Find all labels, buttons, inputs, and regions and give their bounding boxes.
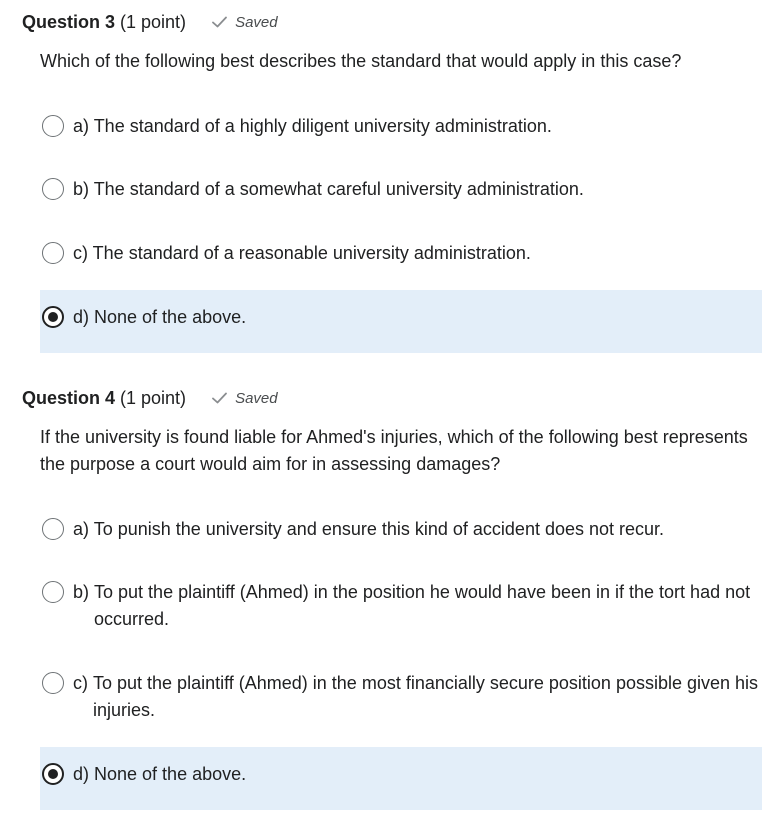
radio-button[interactable] [42, 115, 64, 137]
option-letter: b) [73, 179, 94, 199]
question-header [22, 385, 278, 411]
radio-dot [48, 769, 58, 779]
option-letter: d) [73, 764, 95, 784]
option-letter: a) [73, 519, 94, 539]
question-title: Question 4 [22, 387, 116, 408]
radio-button[interactable] [42, 242, 64, 264]
option-b[interactable] [40, 579, 762, 633]
option-a[interactable] [40, 516, 762, 543]
question-text: If the university is found liable for Ahmed's injuries, which of the following best represents the purpose a court would aim for in assessing damages? [40, 427, 748, 474]
radio-button[interactable] [42, 581, 64, 603]
radio-button[interactable] [42, 672, 64, 694]
option-b[interactable] [40, 176, 762, 203]
option-text: The standard of a somewhat careful university administration. [93, 179, 584, 199]
option-text: The standard of a highly diligent university administration. [93, 116, 552, 136]
question-points: (1 point) [120, 387, 187, 408]
option-c[interactable] [40, 240, 762, 267]
option-text: None of the above. [94, 764, 247, 784]
option-letter: b) [73, 582, 90, 602]
radio-button[interactable] [42, 518, 64, 540]
radio-button-selected[interactable] [42, 763, 64, 785]
question-points: (1 point) [120, 11, 187, 32]
saved-label: Saved [235, 389, 278, 407]
option-letter: d) [73, 307, 95, 327]
option-letter: c) [73, 243, 93, 263]
option-text: The standard of a reasonable university administration. [92, 243, 531, 263]
question-text: Which of the following best describes the standard that would apply in this case? [40, 51, 682, 71]
checkmark-icon [212, 392, 227, 404]
saved-status [212, 14, 278, 31]
option-text: None of the above. [94, 307, 247, 327]
option-a[interactable] [40, 113, 762, 140]
question-header [22, 9, 278, 35]
option-text: To put the plaintiff (Ahmed) in the most financially secure position possible given his injuries. [93, 673, 759, 720]
radio-dot [48, 312, 58, 322]
option-c[interactable] [40, 670, 762, 724]
question-title: Question 3 [22, 11, 116, 32]
option-letter: a) [73, 116, 94, 136]
saved-status [212, 390, 278, 407]
saved-label: Saved [235, 13, 278, 31]
option-d[interactable] [40, 747, 762, 810]
checkmark-icon [212, 16, 227, 28]
option-letter: c) [73, 673, 88, 693]
radio-button-selected[interactable] [42, 306, 64, 328]
radio-button[interactable] [42, 178, 64, 200]
option-text: To punish the university and ensure this kind of accident does not recur. [93, 519, 665, 539]
option-d[interactable] [40, 290, 762, 353]
option-text: To put the plaintiff (Ahmed) in the position he would have been in if the tort had not occurred. [94, 582, 751, 629]
